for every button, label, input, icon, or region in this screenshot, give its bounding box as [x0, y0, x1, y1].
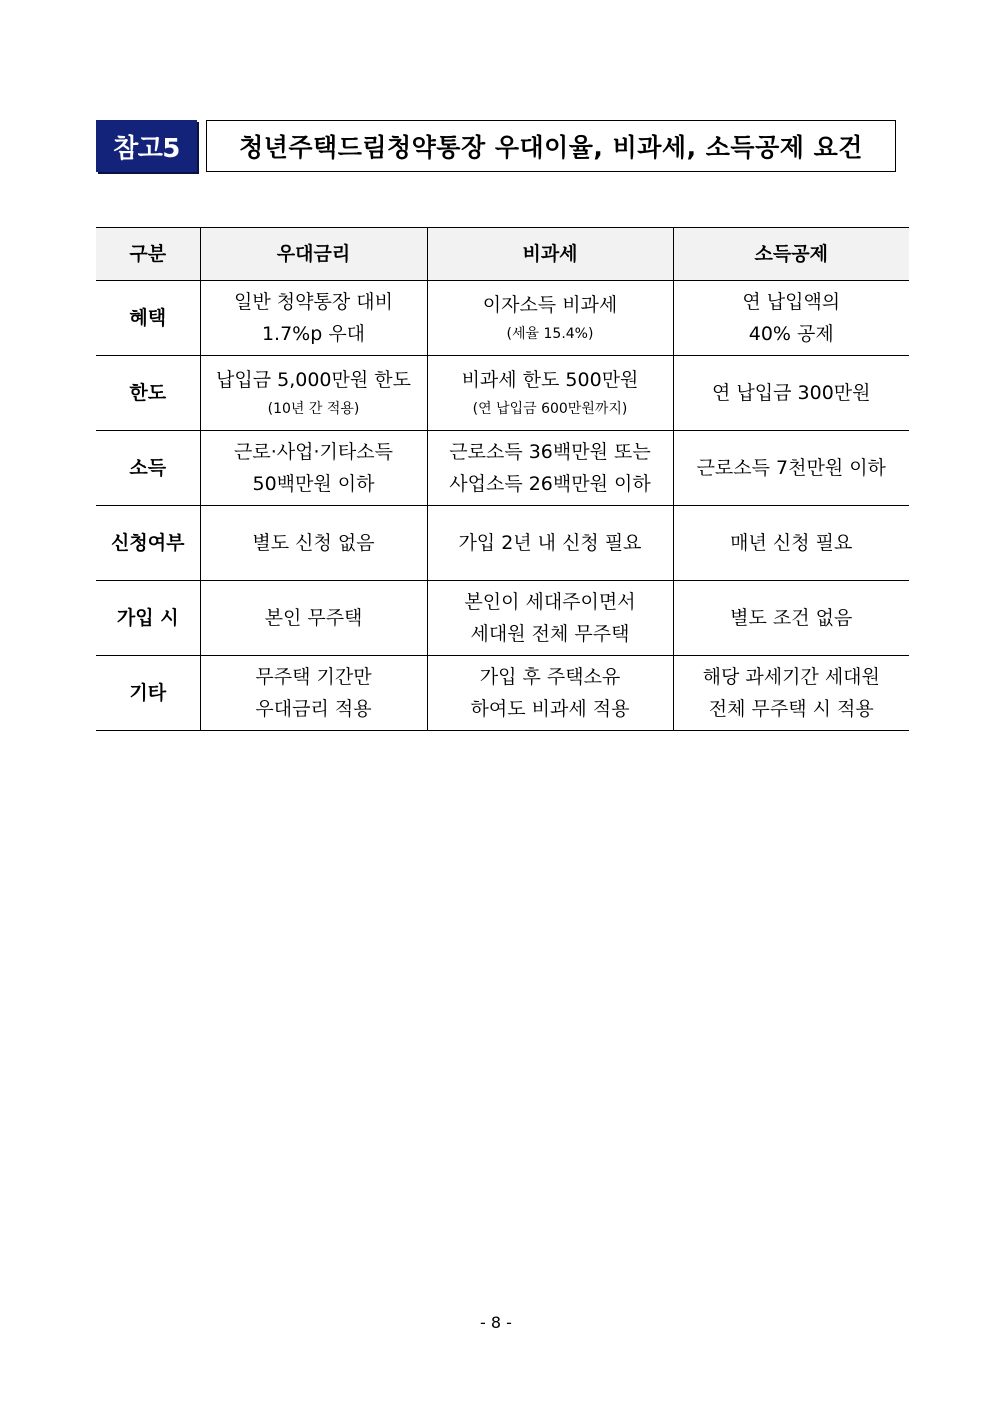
table-row	[96, 431, 909, 506]
cell-text: 해당 과세기간 세대원	[702, 666, 880, 688]
section-header	[96, 120, 896, 172]
cell-text: 가입 후 주택소유	[479, 666, 621, 688]
cell-text: 1.7%p 우대	[261, 323, 366, 345]
cell-text: 별도 조건 없음	[730, 607, 853, 629]
cell-text: 사업소득 26백만원 이하	[449, 473, 651, 495]
cell-text: 40% 공제	[748, 323, 834, 345]
cell-text: 세대원 전체 무주택	[470, 623, 630, 645]
page-number: - 8 -	[480, 1313, 512, 1332]
table-cell	[427, 281, 673, 356]
header-tax-exemption: 비과세	[427, 228, 673, 281]
table-row	[96, 581, 909, 656]
table-cell	[673, 656, 909, 731]
cell-text: 가입 2년 내 신청 필요	[458, 532, 642, 554]
cell-text: 일반 청약통장 대비	[234, 291, 393, 313]
table-cell	[200, 281, 427, 356]
cell-note: (10년 간 적용)	[267, 401, 360, 417]
table-header-row	[96, 228, 909, 281]
cell-text: 무주택 기간만	[255, 666, 372, 688]
table-row	[96, 506, 909, 581]
page-title: 청년주택드림청약통장 우대이율, 비과세, 소득공제 요건	[206, 120, 896, 172]
table-cell	[427, 356, 673, 431]
cell-note: (세율 15.4%)	[506, 326, 594, 342]
cell-note: (연 납입금 600만원까지)	[472, 401, 628, 417]
cell-text: 전체 무주택 시 적용	[708, 698, 874, 720]
table-cell	[673, 281, 909, 356]
row-label: 기타	[96, 656, 200, 731]
cell-text: 납입금 5,000만원 한도	[216, 369, 411, 391]
table-cell	[200, 431, 427, 506]
cell-text: 별도 신청 없음	[252, 532, 375, 554]
table-row	[96, 356, 909, 431]
cell-text: 하여도 비과세 적용	[470, 698, 630, 720]
row-label: 가입 시	[96, 581, 200, 656]
table-cell	[427, 581, 673, 656]
table-cell	[200, 581, 427, 656]
table-cell	[673, 431, 909, 506]
header-category: 구분	[96, 228, 200, 281]
table-cell	[673, 581, 909, 656]
requirements-table	[96, 227, 909, 731]
cell-text: 매년 신청 필요	[730, 532, 853, 554]
cell-text: 근로소득 7천만원 이하	[696, 457, 886, 479]
reference-badge: 참고5	[96, 120, 197, 172]
cell-text: 본인 무주택	[264, 607, 363, 629]
cell-text: 우대금리 적용	[255, 698, 372, 720]
cell-text: 연 납입액의	[742, 291, 841, 313]
table-cell	[200, 656, 427, 731]
row-label: 혜택	[96, 281, 200, 356]
table-cell	[673, 506, 909, 581]
table-cell	[427, 656, 673, 731]
cell-text: 이자소득 비과세	[482, 294, 618, 316]
cell-text: 비과세 한도 500만원	[461, 369, 639, 391]
table-cell	[200, 506, 427, 581]
table-cell	[200, 356, 427, 431]
table-row	[96, 281, 909, 356]
header-income-deduction: 소득공제	[673, 228, 909, 281]
table-cell	[427, 431, 673, 506]
table-cell	[673, 356, 909, 431]
row-label: 소득	[96, 431, 200, 506]
cell-text: 근로·사업·기타소득	[234, 441, 393, 463]
row-label: 한도	[96, 356, 200, 431]
cell-text: 50백만원 이하	[252, 473, 375, 495]
row-label: 신청여부	[96, 506, 200, 581]
header-preferential-rate: 우대금리	[200, 228, 427, 281]
cell-text: 근로소득 36백만원 또는	[449, 441, 651, 463]
cell-text: 연 납입금 300만원	[712, 382, 871, 404]
table-row	[96, 656, 909, 731]
cell-text: 본인이 세대주이면서	[464, 591, 636, 613]
table-cell	[427, 506, 673, 581]
